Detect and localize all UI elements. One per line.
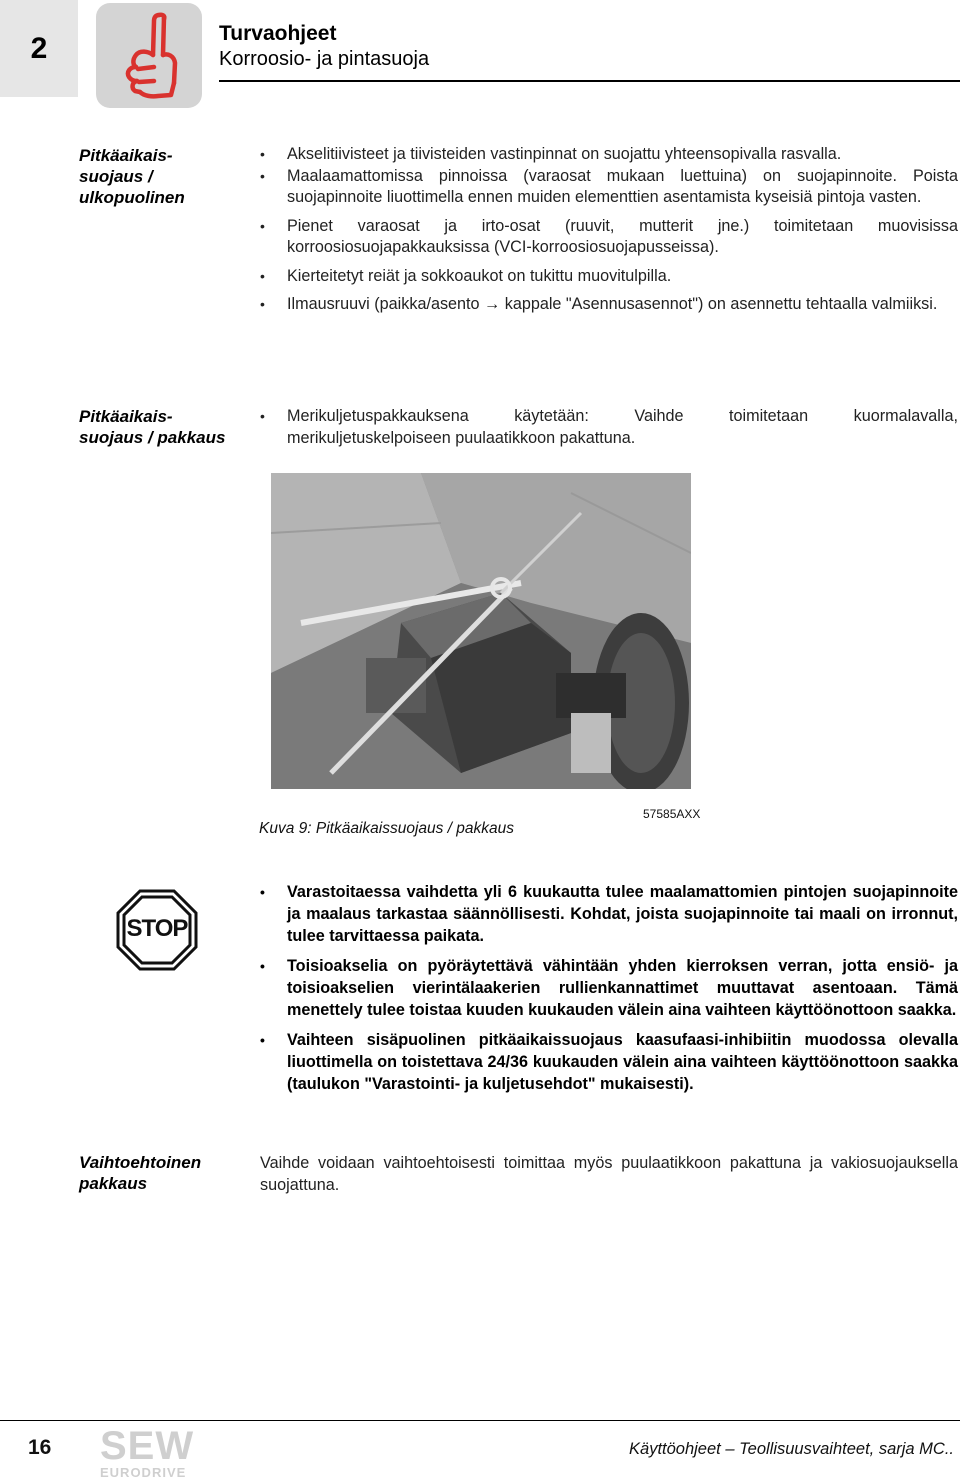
list-item: • Ilmausruuvi (paikka/asento → kappale "Asennusasennot") on asennettu tehtaalla valmiiksi.: [260, 294, 958, 316]
header-divider: [219, 80, 960, 82]
exterior-bullet-list: [260, 144, 958, 316]
chapter-number: 2: [30, 31, 48, 65]
pointing-hand-icon: [96, 3, 202, 108]
chapter-tab: [0, 0, 78, 97]
label-line: Vaihtoehtoinen: [79, 1153, 202, 1172]
list-item: • Varastoitaessa vaihdetta yli 6 kuukautta tulee maalamattomien pintojen suojapinnoite ja maalaus tarkastaa säännöllisesti. Kohdat, joista suojapinnoite tai maali on irronnut, tulee tarvittaessa paikata.: [260, 881, 958, 947]
logo-bottom: EURODRIVE: [100, 1465, 187, 1480]
list-item: • Akselitiivisteet ja tiivisteiden vastinpinnat on suojattu yhteensopivalla rasvalla.: [260, 144, 958, 166]
footer-manual-title: Käyttöohjeet – Teollisuusvaihteet, sarja MC..: [629, 1440, 954, 1458]
label-line: Pitkäaikais-: [79, 407, 173, 426]
page-title: Turvaohjeet: [219, 22, 337, 45]
page-subtitle: Korroosio- ja pintasuoja: [219, 48, 430, 70]
section-label-exterior: [79, 145, 185, 208]
section-label-packaging: [79, 406, 225, 448]
list-item: • Maalaamattomissa pinnoissa (varaosat mukaan luettuina) on suojapinnoite. Poista suojapinnoite liuottimella ennen muiden elementtien asentamista kyseisiä pintoja vasten.: [260, 166, 958, 209]
section-label-alternative: [79, 1152, 201, 1194]
list-item: • Toisioakselia on pyöräytettävä vähintään yhden kierroksen verran, jotta ensiö- ja toisioakselien vierintälaakerien rullienkannattimet muuttavat asentoaan. Tämä menettely tulee toistaa kuuden kuukauden välein aina vaihteen käyttöönottoon saakka.: [260, 955, 958, 1021]
footer-divider: [0, 1420, 960, 1421]
label-line: ulkopuolinen: [79, 188, 185, 207]
page-number: 16: [28, 1436, 52, 1459]
label-line: Pitkäaikais-: [79, 146, 173, 165]
label-line: suojaus / pakkaus: [79, 428, 226, 447]
packaging-bullet-list: [260, 406, 958, 449]
stop-bullet-list: [260, 881, 958, 1095]
sew-eurodrive-logo: [100, 1426, 210, 1478]
list-item: • Pienet varaosat ja irto-osat (ruuvit, mutterit jne.) toimitetaan muovisissa korroosiosuojapakkauksissa (VCI-korroosiosuojapusseissa).: [260, 216, 958, 259]
alternative-text: Vaihde voidaan vaihtoehtoisesti toimittaa myös puulaatikkoon pakattuna ja vakiosuojauksella suojattuna.: [260, 1154, 958, 1194]
label-line: suojaus /: [79, 167, 153, 186]
hand-warning-box: [96, 3, 202, 108]
stop-sign-text: STOP: [126, 915, 188, 942]
figure-caption: Kuva 9: Pitkäaikaissuojaus / pakkaus: [259, 820, 515, 837]
logo-top: SEW: [100, 1424, 195, 1468]
stop-sign-icon: [116, 889, 198, 971]
list-item: • Merikuljetuspakkauksena käytetään: Vaihde toimitetaan kuormalavalla, merikuljetuskelpoiseen puulaatikkoon pakattuna.: [260, 406, 958, 449]
label-line: pakkaus: [79, 1174, 148, 1193]
figure-code: 57585AXX: [643, 807, 701, 821]
packaging-photo: [271, 473, 691, 789]
list-item: • Kierteitetyt reiät ja sokkoaukot on tukittu muovitulpilla.: [260, 266, 958, 288]
list-item: • Vaihteen sisäpuolinen pitkäaikaissuojaus kaasufaasi-inhibiitin muodossa olevalla liuottimella on toistettava 24/36 kuukauden välein aina vaihteen käyttöönottoon saakka (taulukon "Varastointi- ja kuljetusehdot" mukaisesti).: [260, 1029, 958, 1095]
